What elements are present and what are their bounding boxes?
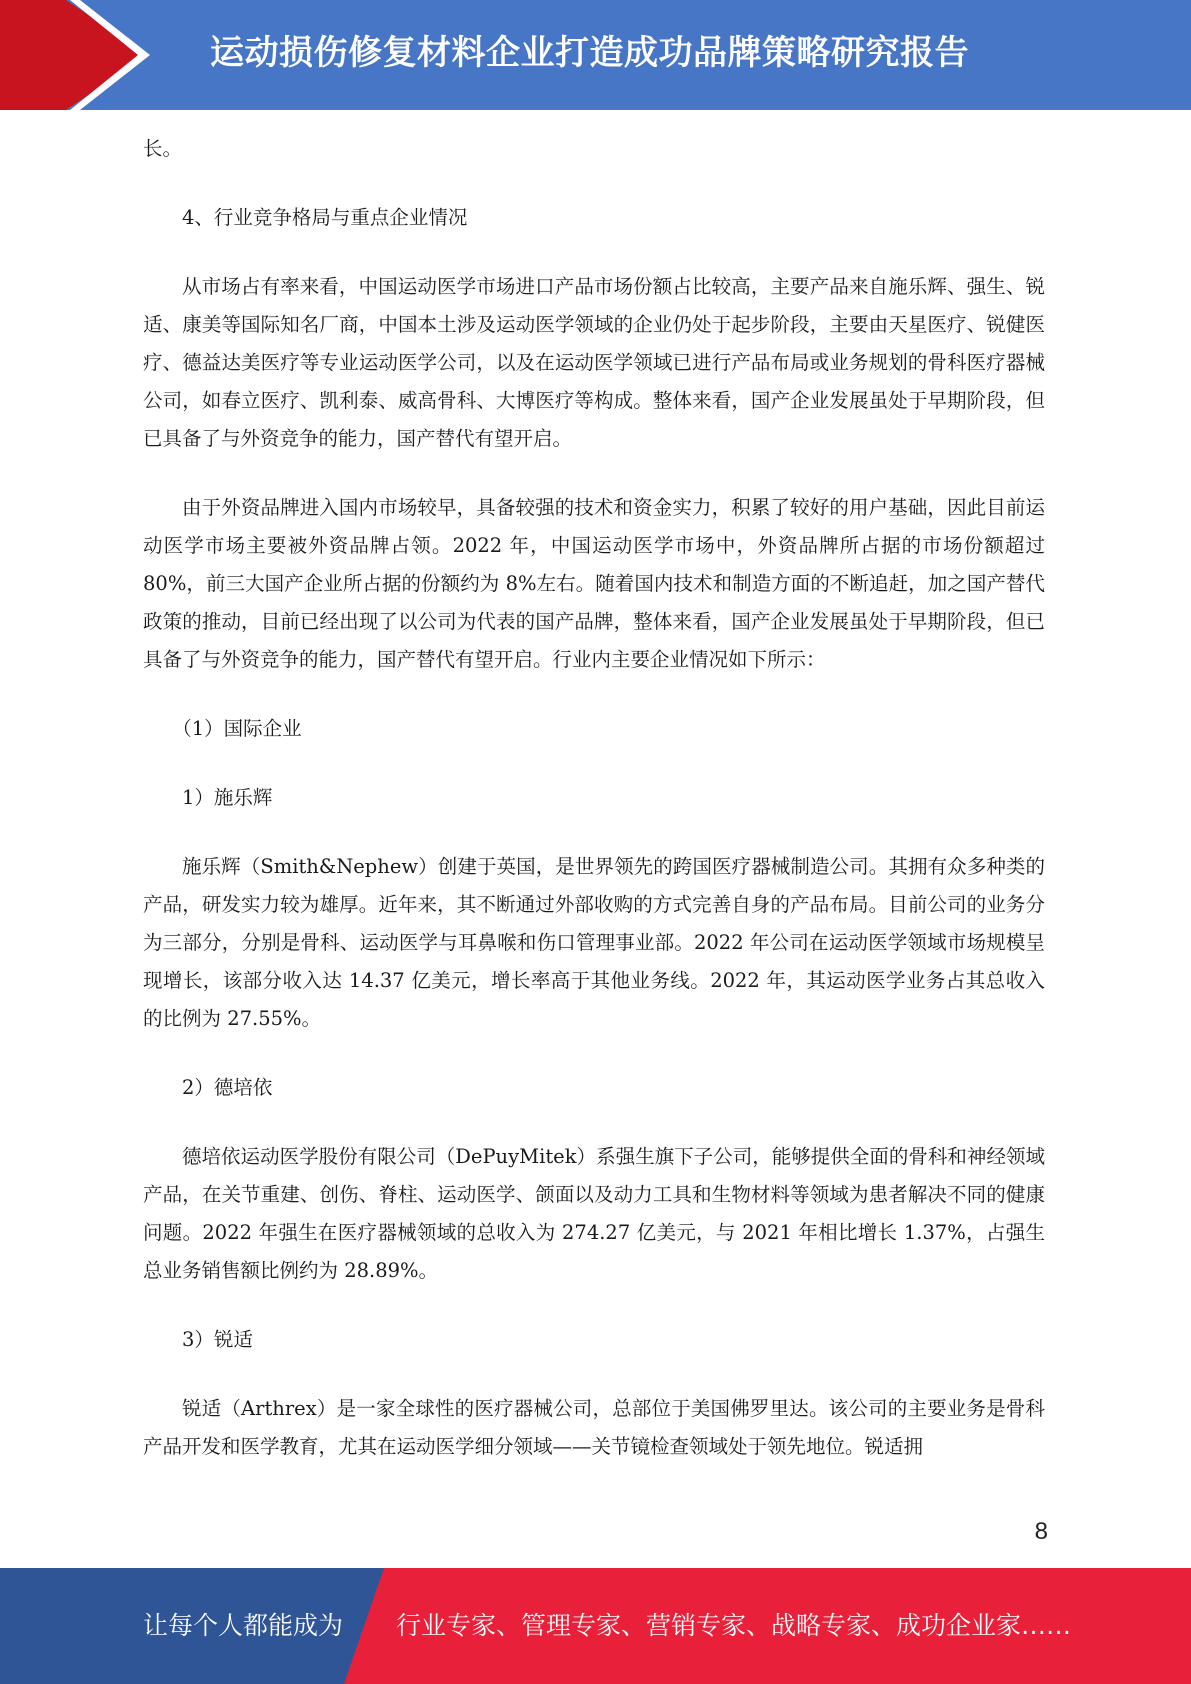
subsection-heading-international: （1）国际企业: [172, 717, 302, 740]
footer-slogan-right: 行业专家、管理专家、营销专家、战略专家、成功企业家……: [396, 1611, 1072, 1640]
company-heading-arthrex: 3）锐适: [182, 1328, 253, 1351]
paragraph-market-share: 从市场占有率来看，中国运动医学市场进口产品市场份额占比较高，主要产品来自施乐辉、强生、锐适、康美等国际知名厂商，中国本土涉及运动医学领域的企业仍处于起步阶段，主要由天星医疗、锐健医疗、德益达美医疗等专业运动医学公司，以及在运动医学领域已进行产品布局或业务规划的骨科医疗器械公司，如春立医疗、凯利泰、威高骨科、大博医疗等构成。整体来看，国产企业发展虽处于早期阶段，但已具备了与外资竞争的能力，国产替代有望开启。: [143, 275, 1045, 450]
footer-slogan-left: 让每个人都能成为: [143, 1611, 344, 1640]
report-title: 运动损伤修复材料企业打造成功品牌策略研究报告: [210, 33, 969, 73]
header-arrow-decoration: [0, 0, 150, 110]
paragraph-depuy: 德培依运动医学股份有限公司（DePuyMitek）系强生旗下子公司，能够提供全面的骨科和神经领域产品，在关节重建、创伤、脊柱、运动医学、颌面以及动力工具和生物材料等领域为患者解决不同的健康问题。2022 年强生在医疗器械领域的总收入为 274.27 亿美元，与 2021 年相比增长 1.37%，占强生总业务销售额比例约为 28.89%。: [143, 1145, 1045, 1282]
company-heading-smith-nephew: 1）施乐辉: [182, 786, 273, 809]
paragraph-foreign-brands: 由于外资品牌进入国内市场较早，具备较强的技术和资金实力，积累了较好的用户基础，因此目前运动医学市场主要被外资品牌占领。2022 年，中国运动医学市场中，外资品牌所占据的市场份额超过 80%，前三大国产企业所占据的份额约为 8%左右。随着国内技术和制造方面的不断追赶，加之国产替代政策的推动，目前已经出现了以公司为代表的国产品牌，整体来看，国产企业发展虽处于早期阶段，但已具备了与外资竞争的能力，国产替代有望开启。行业内主要企业情况如下所示：: [143, 496, 1045, 671]
document-body: [143, 130, 1045, 1497]
page-header: [0, 0, 1191, 110]
page-footer: [0, 1568, 1191, 1684]
header-red-block: [0, 0, 148, 110]
company-heading-depuy: 2）德培依: [182, 1076, 273, 1099]
section-heading-competition: 4、行业竞争格局与重点企业情况: [182, 206, 468, 229]
page-number: 8: [1034, 1518, 1048, 1545]
paragraph-smith-nephew: 施乐辉（Smith&Nephew）创建于英国，是世界领先的跨国医疗器械制造公司。其拥有众多种类的产品，研发实力较为雄厚。近年来，其不断通过外部收购的方式完善自身的产品布局。目前公司的业务分为三部分，分别是骨科、运动医学与耳鼻喉和伤口管理事业部。2022 年公司在运动医学领域市场规模呈现增长，该部分收入达 14.37 亿美元，增长率高于其他业务线。2022 年，其运动医学业务占其总收入的比例为 27.55%。: [143, 855, 1045, 1030]
paragraph-arthrex: 锐适（Arthrex）是一家全球性的医疗器械公司，总部位于美国佛罗里达。该公司的主要业务是骨科产品开发和医学教育，尤其在运动医学细分领域——关节镜检查领域处于领先地位。锐适拥: [143, 1397, 1045, 1458]
paragraph-continuation: 长。: [143, 137, 183, 160]
